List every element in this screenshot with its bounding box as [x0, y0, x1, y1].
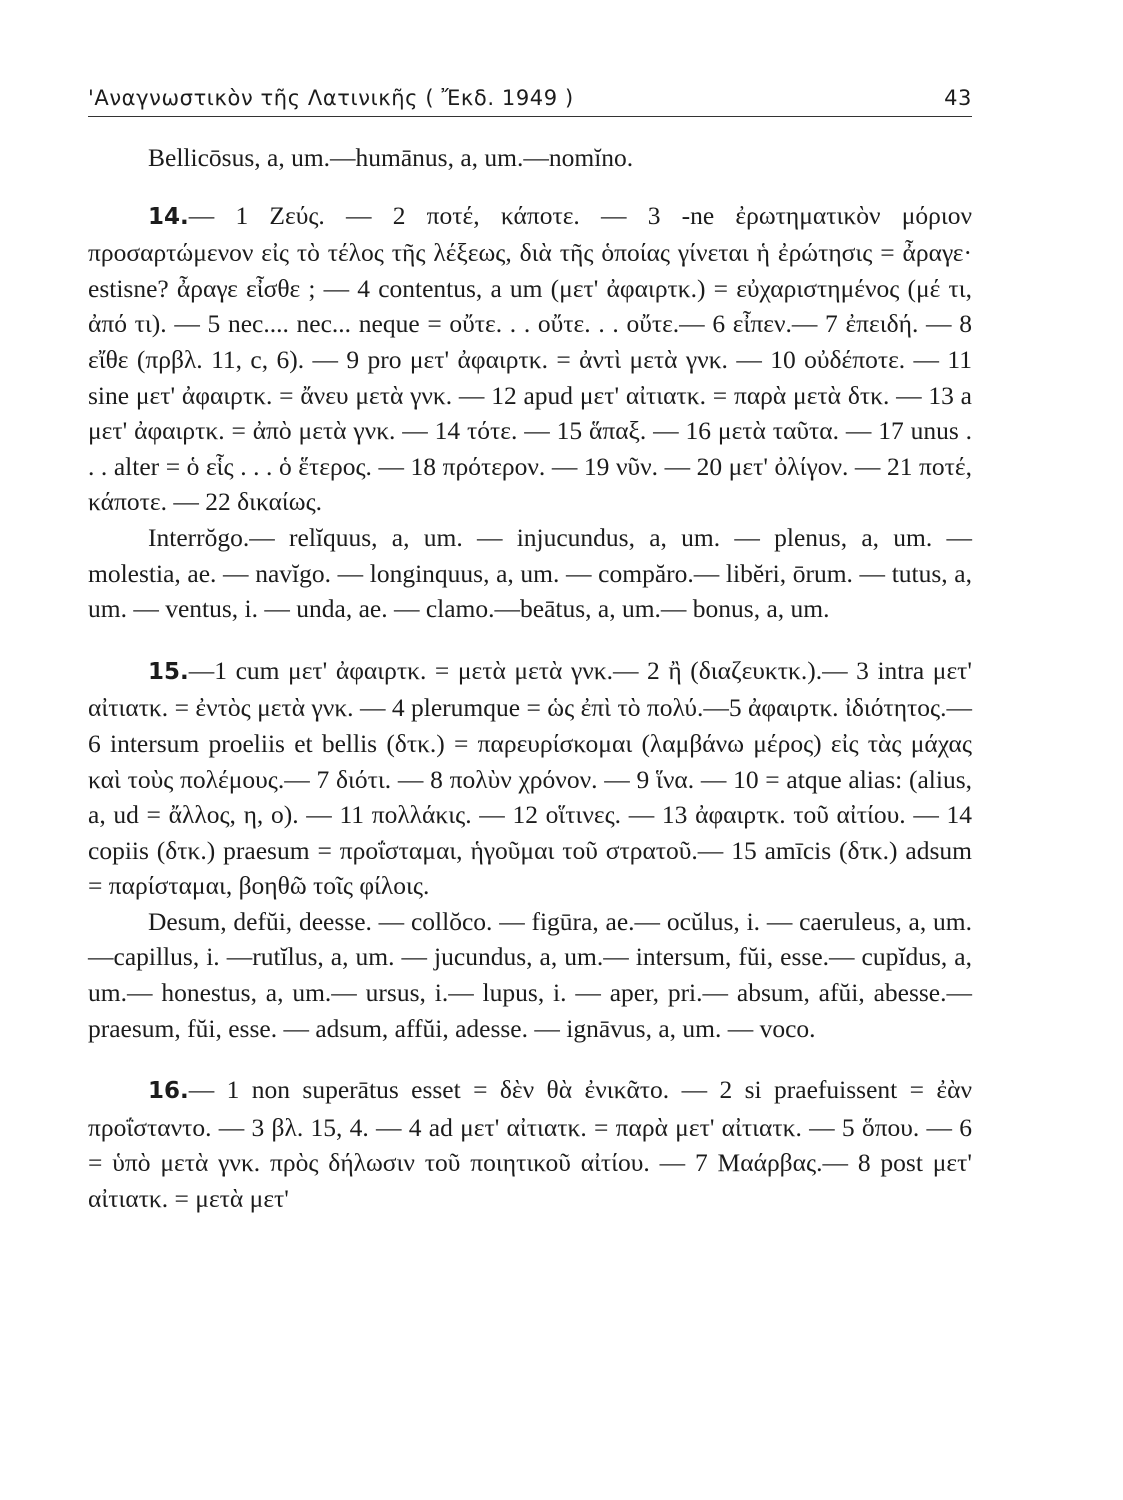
- section-15-notes: [88, 653, 972, 904]
- section-15-vocabulary: Desum, defŭi, deesse. — collŏco. — figūra, ae.— ocŭlus, i. — caeruleus, a, um. —capillus, i. —rutĭlus, a, um. — jucundus, a, um.— intersum, fŭi, esse.— cupĭdus, a, um.— honestus, a, um.— ursus, i.— lupus, i. — aper, pri.— absum, afŭi, abesse.— praesum, fŭi, esse. — adsum, affŭi, adesse. — ignāvus, a, um. — voco.: [88, 906, 972, 1043]
- page-body: [88, 140, 972, 1217]
- header-title: 'Αναγνωστικὸν τῆς Λατινικῆς ( Ἔκδ. 1949 ): [88, 86, 574, 110]
- header-rule: [88, 116, 972, 117]
- vocabulary-line-13: Bellicōsus, a, um.—humānus, a, um.—nomĭno.: [148, 143, 634, 172]
- section-15-text: —1 cum μετ' ἀφαιρτκ. = μετὰ μετὰ γνκ.— 2 ἢ (διαζευκτκ.).— 3 intra μετ' αἰτιατκ. = ἐντὸς μετὰ γνκ. — 4 plerumque = ὡς ἐπὶ τὸ πολύ.—5 ἀφαιρτκ. ἰδιότητος.—6 intersum proeliis et bellis (δτκ.) = παρευρίσκομαι (λαμβάνω μέρος) εἰς τὰς μάχας καὶ τοὺς πολέμους.— 7 διότι. — 8 πολὺν χρόνον. — 9 ἵνα. — 10 = atque alias: (alius, a, ud = ἄλλος, η, ο). — 11 πολλάκις. — 12 οἵτινες. — 13 ἀφαιρτκ. τοῦ αἰτίου. — 14 copiis (δτκ.) praesum = προΐσταμαι, ἡγοῦμαι τοῦ στρατοῦ.— 15 amīcis (δτκ.) adsum = παρίσταμαι, βοηθῶ τοῖς φίλοις.: [88, 655, 972, 901]
- section-14-vocabulary: Interrŏgo.— relĭquus, a, um. — injucundus, a, um. — plenus, a, um. — molestia, ae. — navĭgo. — longinquus, a, um. — compăro.— libĕri, ōrum. — tutus, a, um. — ventus, i. — unda, ae. — clamo.—beātus, a, um.— bonus, a, um.: [88, 522, 972, 624]
- section-14-notes: [88, 198, 972, 520]
- section-16-text: — 1 non superātus esset = δὲν θὰ ἐνικᾶτο. — 2 si praefuissent = ἐὰν προΐσταντο. — 3 βλ. 15, 4. — 4 ad μετ' αἰτιατκ. = παρὰ μετ' αἰτιατκ. — 5 ὅπου. — 6 = ὑπὸ μετὰ γνκ. πρὸς δήλωσιν τοῦ ποιητικοῦ αἰτίου. — 7 Μαάρβας.— 8 post μετ' αἰτιατκ. = μετὰ μετ': [88, 1075, 972, 1214]
- section-14-number: 14.: [148, 203, 189, 230]
- page-number: 43: [944, 86, 972, 110]
- section-16-notes: [88, 1072, 972, 1216]
- running-header: [88, 80, 972, 114]
- section-15-number: 15.: [148, 658, 189, 685]
- section-14-text: — 1 Ζεύς. — 2 ποτέ, κάποτε. — 3 -ne ἐρωτηματικὸν μόριον προσαρτώμενον εἰς τὸ τέλος τῆς λέξεως, διὰ τῆς ὁποίας γίνεται ἡ ἐρώτησις = ἆραγε· estisne? ἆραγε εἶσθε ; — 4 contentus, a um (μετ' ἀφαιρτκ.) = εὐχαριστημένος (μέ τι, ἀπό τι). — 5 nec.... nec... neque = οὔτε. . . οὔτε. . . οὔτε.— 6 εἶπεν.— 7 ἐπειδή. — 8 εἴθε (πρβλ. 11, c, 6). — 9 pro μετ' ἀφαιρτκ. = ἀντὶ μετὰ γνκ. — 10 οὐδέποτε. — 11 sine μετ' ἀφαιρτκ. = ἄνευ μετὰ γνκ. — 12 apud μετ' αἰτιατκ. = παρὰ μετὰ δτκ. — 13 a μετ' ἀφαιρτκ. = ἀπὸ μετὰ γνκ. — 14 τότε. — 15 ἅπαξ. — 16 μετὰ ταῦτα. — 17 unus . . . alter = ὁ εἷς . . . ὁ ἕτερος. — 18 πρότερον. — 19 νῦν. — 20 μετ' ὀλίγον. — 21 ποτέ, κάποτε. — 22 δικαίως.: [88, 200, 972, 517]
- section-16-number: 16.: [148, 1078, 189, 1105]
